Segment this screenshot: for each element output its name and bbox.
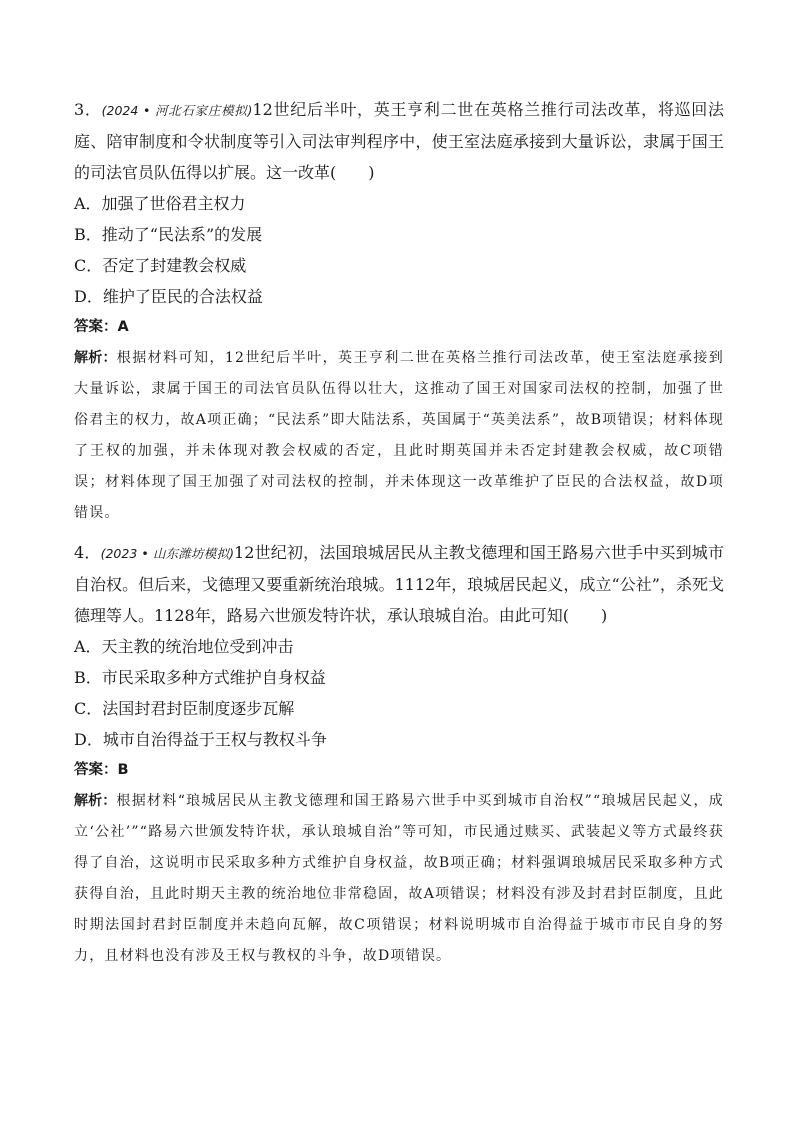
option-a: A．天主教的统治地位受到冲击 (74, 637, 294, 656)
question-number: 4． (74, 543, 101, 562)
question-text: 12世纪初，法国琅城居民从主教戈德理和国王路易六世手中买到城市自治权。但后来，戈德理又要重新统治琅城。1112年，琅城居民起义，成立“公社”，杀死戈德理等人。1128年，路易六世颁发特许状，承认琅城自治。由此可知( ) (74, 543, 724, 625)
question-4 (74, 537, 724, 972)
question-stem (74, 537, 724, 631)
answer-line: 答案：A (74, 319, 129, 335)
option-a: A．加强了世俗君主权力 (74, 194, 246, 213)
option-d: D．维护了臣民的合法权益 (74, 287, 263, 306)
question-number: 3． (74, 100, 102, 119)
analysis-label: 解析： (74, 350, 117, 366)
question-text: 12世纪后半叶，英王亨利二世在英格兰推行司法改革，将巡回法庭、陪审制度和令状制度等引入司法审判程序中，使王室法庭承接到大量诉讼，隶属于国王的司法官员队伍得以扩展。这一改革( ) (74, 100, 724, 182)
question-stem (74, 94, 724, 188)
question-3 (74, 94, 724, 529)
analysis-text: 根据材料“琅城居民从主教戈德理和国王路易六世手中买到城市自治权”“琅城居民起义，成立‘公社’”“路易六世颁发特许状，承认琅城自治”等可知，市民通过赎买、武装起义等方式最终获得了自治，这说明市民采取多种方式维护自身权益，故B项正确；材料强调琅城居民采取多种方式获得自治，且此时期天主教的统治地位非常稳固，故A项错误；材料没有涉及封君封臣制度，且此时期法国封君封臣制度并未趋向瓦解，故C项错误；材料说明城市自治得益于城市市民自身的努力，且材料也没有涉及王权与教权的斗争，故D项错误。 (74, 793, 725, 964)
answer-line: 答案：B (74, 762, 129, 778)
option-d: D．城市自治得益于王权与教权斗争 (74, 730, 327, 749)
option-c: C．否定了封建教会权威 (74, 256, 247, 275)
analysis-paragraph (74, 786, 724, 972)
question-source: (2023 • 山东潍坊模拟) (100, 546, 235, 561)
option-c: C．法国封君封臣制度逐步瓦解 (74, 699, 295, 718)
document-page (74, 94, 724, 972)
analysis-label: 解析： (74, 793, 117, 809)
option-b: B．市民采取多种方式维护自身权益 (74, 668, 326, 687)
analysis-text: 根据材料可知，12世纪后半叶，英王亨利二世在英格兰推行司法改革，使王室法庭承接到大量诉讼，隶属于国王的司法官员队伍得以壮大，这推动了国王对国家司法权的控制，加强了世俗君主的权力，故A项正确；“民法系”即大陆法系，英国属于“英美法系”，故B项错误；材料体现了王权的加强，并未体现对教会权威的否定，且此时期英国并未否定封建教会权威，故C项错误；材料体现了国王加强了对司法权的控制，并未体现这一改革维护了臣民的合法权益，故D项错误。 (74, 350, 725, 521)
analysis-paragraph (74, 343, 724, 529)
question-source: (2024 • 河北石家庄模拟) (101, 103, 253, 118)
option-b: B．推动了“民法系”的发展 (74, 225, 263, 244)
